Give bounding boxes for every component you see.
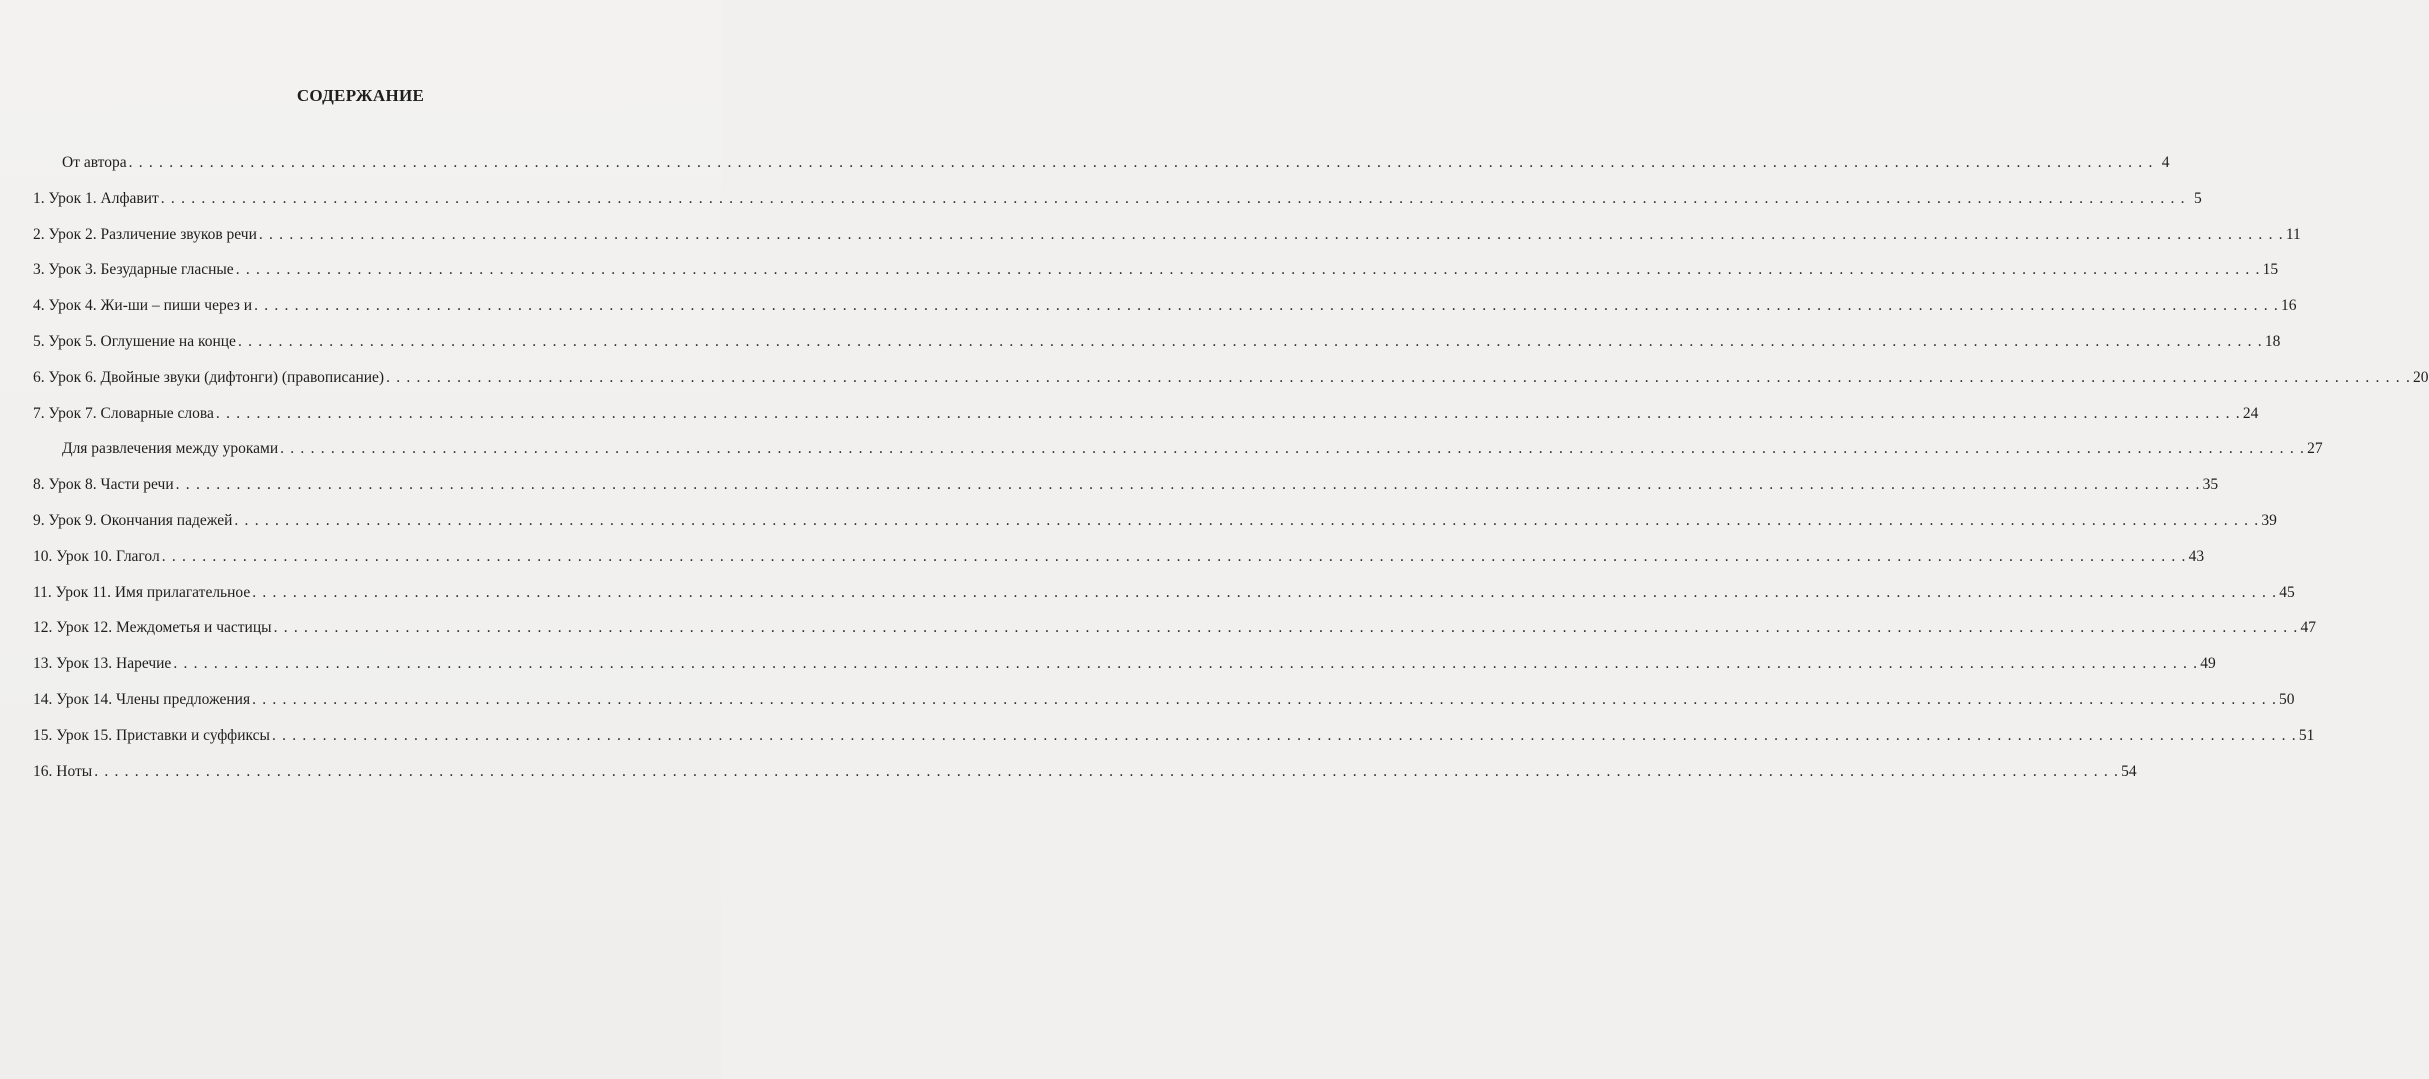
- toc-entry: [33, 690, 2295, 710]
- toc-entry-label: Для развлечения между уроками: [62, 440, 279, 458]
- toc-entry: [33, 153, 2170, 173]
- toc-entry-label: 15. Урок 15. Приставки и суффиксы: [33, 726, 270, 744]
- toc-entry-label: 9. Урок 9. Окончания падежей: [33, 512, 233, 529]
- dot-leader: . . . . . . . . . . . . . . . . . . . . . . . . . . . . . . . . . . . . . . . . . . . . . . . . . . . . . . . . . . . . . . . . . . . . . . . . . . . . . . . . . . . . . . . . . . . . . . . . . . . . . . . . . . . . . . . . . . . . . . . . . . . . . . . . . . . . . . . . . . . . . . . . . . . . . . . . . . . . . . . . . . . . . . . . . . . . . . . . . . . . . . . . . . . . . . . . . . . . . . . .: [161, 547, 2187, 565]
- toc-entry-label: 2. Урок 2. Различение звуков речи: [33, 225, 257, 243]
- toc-entry: [33, 368, 2429, 388]
- toc-entry-page-number: 51: [2298, 726, 2315, 744]
- toc-entry-label: 7. Урок 7. Словарные слова: [33, 404, 214, 422]
- toc-entry: [33, 618, 2316, 638]
- toc-entry-label: От автора: [62, 154, 127, 171]
- dot-leader: . . . . . . . . . . . . . . . . . . . . . . . . . . . . . . . . . . . . . . . . . . . . . . . . . . . . . . . . . . . . . . . . . . . . . . . . . . . . . . . . . . . . . . . . . . . . . . . . . . . . . . . . . . . . . . . . . . . . . . . . . . . . . . . . . . . . . . . . . . . . . . . . . . . . . . . . . . . . . . . . . . . . . . . . . . . . . . . . . . . . . . . . . . . . . . . . . . . . . . . .: [252, 691, 2278, 708]
- toc-entry: [33, 332, 2281, 352]
- toc-entry-page-number: 5: [2193, 189, 2202, 207]
- toc-entry: [33, 439, 2323, 459]
- toc-entry-label: 16. Ноты: [33, 762, 93, 780]
- dot-leader: . . . . . . . . . . . . . . . . . . . . . . . . . . . . . . . . . . . . . . . . . . . . . . . . . . . . . . . . . . . . . . . . . . . . . . . . . . . . . . . . . . . . . . . . . . . . . . . . . . . . . . . . . . . . . . . . . . . . . . . . . . . . . . . . . . . . . . . . . . . . . . . . . . . . . . . . . . . . . . . . . . . . . . . . . . . . . . . . . . . . . . . . . . . . . . . . . . . . . . . .: [160, 189, 2186, 207]
- dot-leader: . . . . . . . . . . . . . . . . . . . . . . . . . . . . . . . . . . . . . . . . . . . . . . . . . . . . . . . . . . . . . . . . . . . . . . . . . . . . . . . . . . . . . . . . . . . . . . . . . . . . . . . . . . . . . . . . . . . . . . . . . . . . . . . . . . . . . . . . . . . . . . . . . . . . . . . . . . . . . . . . . . . . . . . . . . . . . . . . . . . . . . . . . . . . . . . . . . . . . . . .: [234, 512, 2260, 529]
- toc-entry: [33, 189, 2202, 209]
- toc-entry-label: 10. Урок 10. Глагол: [33, 547, 160, 565]
- dot-leader: . . . . . . . . . . . . . . . . . . . . . . . . . . . . . . . . . . . . . . . . . . . . . . . . . . . . . . . . . . . . . . . . . . . . . . . . . . . . . . . . . . . . . . . . . . . . . . . . . . . . . . . . . . . . . . . . . . . . . . . . . . . . . . . . . . . . . . . . . . . . . . . . . . . . . . . . . . . . . . . . . . . . . . . . . . . . . . . . . . . . . . . . . . . . . . . . . . . . . . . .: [271, 726, 2297, 744]
- dot-leader: . . . . . . . . . . . . . . . . . . . . . . . . . . . . . . . . . . . . . . . . . . . . . . . . . . . . . . . . . . . . . . . . . . . . . . . . . . . . . . . . . . . . . . . . . . . . . . . . . . . . . . . . . . . . . . . . . . . . . . . . . . . . . . . . . . . . . . . . . . . . . . . . . . . . . . . . . . . . . . . . . . . . . . . . . . . . . . . . . . . . . . . . . . . . . . . . . . . . . . . .: [386, 368, 2412, 386]
- toc-entry-page-number: 20: [2413, 368, 2429, 386]
- toc-entry-page-number: 49: [2200, 655, 2216, 673]
- dot-leader: . . . . . . . . . . . . . . . . . . . . . . . . . . . . . . . . . . . . . . . . . . . . . . . . . . . . . . . . . . . . . . . . . . . . . . . . . . . . . . . . . . . . . . . . . . . . . . . . . . . . . . . . . . . . . . . . . . . . . . . . . . . . . . . . . . . . . . . . . . . . . . . . . . . . . . . . . . . . . . . . . . . . . . . . . . . . . . . . . . . . . . . . . . . . . . . . . . . . . . . .: [280, 440, 2306, 458]
- toc-entry-page-number: 27: [2307, 440, 2323, 458]
- dot-leader: . . . . . . . . . . . . . . . . . . . . . . . . . . . . . . . . . . . . . . . . . . . . . . . . . . . . . . . . . . . . . . . . . . . . . . . . . . . . . . . . . . . . . . . . . . . . . . . . . . . . . . . . . . . . . . . . . . . . . . . . . . . . . . . . . . . . . . . . . . . . . . . . . . . . . . . . . . . . . . . . . . . . . . . . . . . . . . . . . . . . . . . . . . . . . . . . . . . . . . . .: [273, 619, 2299, 637]
- toc-entry-label: 5. Урок 5. Оглушение на конце: [33, 333, 236, 350]
- toc-entry-label: 14. Урок 14. Члены предложения: [33, 691, 251, 708]
- toc-entry-label: 12. Урок 12. Междометья и частицы: [33, 619, 272, 637]
- dot-leader: . . . . . . . . . . . . . . . . . . . . . . . . . . . . . . . . . . . . . . . . . . . . . . . . . . . . . . . . . . . . . . . . . . . . . . . . . . . . . . . . . . . . . . . . . . . . . . . . . . . . . . . . . . . . . . . . . . . . . . . . . . . . . . . . . . . . . . . . . . . . . . . . . . . . . . . . . . . . . . . . . . . . . . . . . . . . . . . . . . . . . . . . . . . . . . . . . . . . . . . .: [237, 333, 2263, 350]
- toc-entry: [33, 404, 2259, 424]
- toc-entry-label: 13. Урок 13. Наречие: [33, 655, 172, 673]
- toc-entry-page-number: 43: [2188, 547, 2205, 565]
- toc-entry-page-number: 54: [2121, 762, 2137, 780]
- toc-entry-page-number: 24: [2242, 404, 2259, 422]
- toc-entry-label: 8. Урок 8. Части речи: [33, 476, 174, 494]
- toc-entry-label: 6. Урок 6. Двойные звуки (дифтонги) (правописание): [33, 368, 385, 386]
- toc-entry: [33, 547, 2205, 567]
- toc-entry-page-number: 50: [2279, 691, 2295, 708]
- toc-entry-page-number: 47: [2300, 619, 2316, 637]
- dot-leader: . . . . . . . . . . . . . . . . . . . . . . . . . . . . . . . . . . . . . . . . . . . . . . . . . . . . . . . . . . . . . . . . . . . . . . . . . . . . . . . . . . . . . . . . . . . . . . . . . . . . . . . . . . . . . . . . . . . . . . . . . . . . . . . . . . . . . . . . . . . . . . . . . . . . . . . . . . . . . . . . . . . . . . . . . . . . . . . . . . . . . . . . . . . . . . . . . . . . . . . .: [175, 476, 2201, 494]
- dot-leader: . . . . . . . . . . . . . . . . . . . . . . . . . . . . . . . . . . . . . . . . . . . . . . . . . . . . . . . . . . . . . . . . . . . . . . . . . . . . . . . . . . . . . . . . . . . . . . . . . . . . . . . . . . . . . . . . . . . . . . . . . . . . . . . . . . . . . . . . . . . . . . . . . . . . . . . . . . . . . . . . . . . . . . . . . . . . . . . . . . . . . . . . . . . . . . . . . . . . . . . .: [94, 762, 2120, 780]
- toc-entry-label: 4. Урок 4. Жи-ши – пиши через и: [33, 297, 253, 315]
- toc-entry: [33, 475, 2219, 495]
- toc-entry-label: 3. Урок 3. Безударные гласные: [33, 261, 234, 279]
- toc-entry-page-number: 4: [2161, 154, 2170, 171]
- toc-entry-label: 1. Урок 1. Алфавит: [33, 189, 159, 207]
- dot-leader: . . . . . . . . . . . . . . . . . . . . . . . . . . . . . . . . . . . . . . . . . . . . . . . . . . . . . . . . . . . . . . . . . . . . . . . . . . . . . . . . . . . . . . . . . . . . . . . . . . . . . . . . . . . . . . . . . . . . . . . . . . . . . . . . . . . . . . . . . . . . . . . . . . . . . . . . . . . . . . . . . . . . . . . . . . . . . . . . . . . . . . . . . . . . . . . . . . . . . . . .: [128, 154, 2154, 171]
- toc-entry: [33, 654, 2216, 674]
- toc-entry-page-number: 18: [2264, 333, 2281, 350]
- toc-entry: [33, 726, 2315, 746]
- toc-entry-label: 11. Урок 11. Имя прилагательное: [33, 583, 251, 601]
- toc-entry-page-number: 35: [2202, 476, 2219, 494]
- toc-entry-page-number: 45: [2279, 583, 2295, 601]
- dot-leader: . . . . . . . . . . . . . . . . . . . . . . . . . . . . . . . . . . . . . . . . . . . . . . . . . . . . . . . . . . . . . . . . . . . . . . . . . . . . . . . . . . . . . . . . . . . . . . . . . . . . . . . . . . . . . . . . . . . . . . . . . . . . . . . . . . . . . . . . . . . . . . . . . . . . . . . . . . . . . . . . . . . . . . . . . . . . . . . . . . . . . . . . . . . . . . . . . . . . . . . .: [235, 261, 2261, 279]
- dot-leader: . . . . . . . . . . . . . . . . . . . . . . . . . . . . . . . . . . . . . . . . . . . . . . . . . . . . . . . . . . . . . . . . . . . . . . . . . . . . . . . . . . . . . . . . . . . . . . . . . . . . . . . . . . . . . . . . . . . . . . . . . . . . . . . . . . . . . . . . . . . . . . . . . . . . . . . . . . . . . . . . . . . . . . . . . . . . . . . . . . . . . . . . . . . . . . . . . . . . . . . .: [254, 297, 2280, 315]
- toc-entry: [33, 583, 2295, 603]
- page-title: СОДЕРЖАНИЕ: [296, 86, 425, 105]
- toc-entry: [33, 511, 2277, 531]
- toc-entry: [33, 762, 2137, 782]
- toc-entry: [33, 225, 2301, 245]
- dot-leader: . . . . . . . . . . . . . . . . . . . . . . . . . . . . . . . . . . . . . . . . . . . . . . . . . . . . . . . . . . . . . . . . . . . . . . . . . . . . . . . . . . . . . . . . . . . . . . . . . . . . . . . . . . . . . . . . . . . . . . . . . . . . . . . . . . . . . . . . . . . . . . . . . . . . . . . . . . . . . . . . . . . . . . . . . . . . . . . . . . . . . . . . . . . . . . . . . . . . . . . .: [215, 404, 2241, 422]
- toc-entry-page-number: 39: [2261, 512, 2277, 529]
- dot-leader: . . . . . . . . . . . . . . . . . . . . . . . . . . . . . . . . . . . . . . . . . . . . . . . . . . . . . . . . . . . . . . . . . . . . . . . . . . . . . . . . . . . . . . . . . . . . . . . . . . . . . . . . . . . . . . . . . . . . . . . . . . . . . . . . . . . . . . . . . . . . . . . . . . . . . . . . . . . . . . . . . . . . . . . . . . . . . . . . . . . . . . . . . . . . . . . . . . . . . . . .: [173, 655, 2199, 673]
- dot-leader: . . . . . . . . . . . . . . . . . . . . . . . . . . . . . . . . . . . . . . . . . . . . . . . . . . . . . . . . . . . . . . . . . . . . . . . . . . . . . . . . . . . . . . . . . . . . . . . . . . . . . . . . . . . . . . . . . . . . . . . . . . . . . . . . . . . . . . . . . . . . . . . . . . . . . . . . . . . . . . . . . . . . . . . . . . . . . . . . . . . . . . . . . . . . . . . . . . . . . . . .: [258, 225, 2284, 243]
- dot-leader: . . . . . . . . . . . . . . . . . . . . . . . . . . . . . . . . . . . . . . . . . . . . . . . . . . . . . . . . . . . . . . . . . . . . . . . . . . . . . . . . . . . . . . . . . . . . . . . . . . . . . . . . . . . . . . . . . . . . . . . . . . . . . . . . . . . . . . . . . . . . . . . . . . . . . . . . . . . . . . . . . . . . . . . . . . . . . . . . . . . . . . . . . . . . . . . . . . . . . . . .: [252, 583, 2278, 601]
- toc-entry: [33, 296, 2297, 316]
- toc-entry-page-number: 11: [2285, 225, 2301, 243]
- toc-entry: [33, 260, 2279, 280]
- toc-entry-page-number: 16: [2281, 297, 2297, 315]
- toc-entry-page-number: 15: [2262, 261, 2279, 279]
